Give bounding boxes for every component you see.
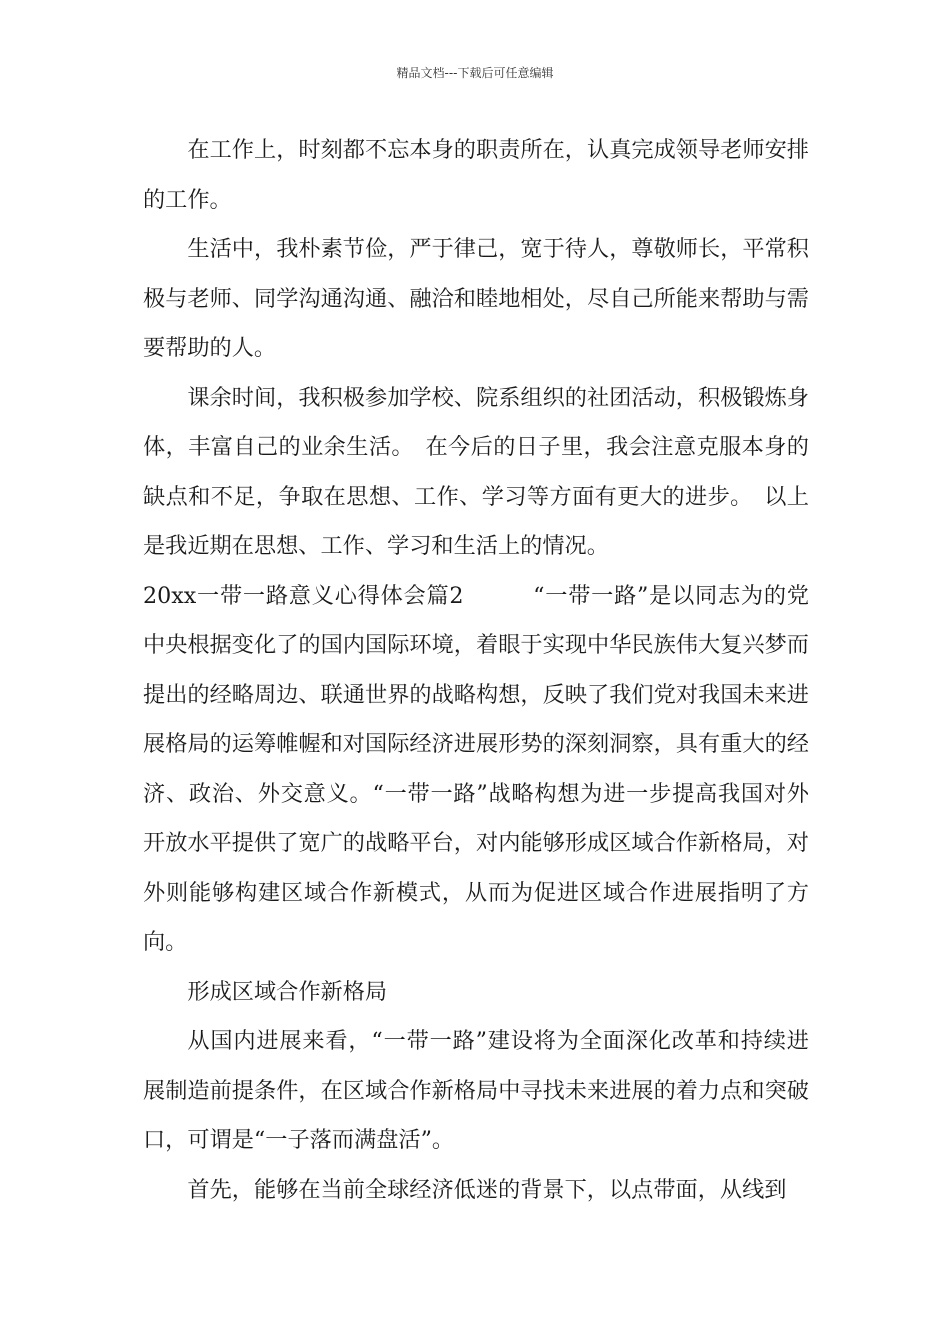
paragraph-work: 在工作上，时刻都不忘本身的职责所在，认真完成领导老师安排的工作。 bbox=[143, 137, 809, 213]
paragraph-life: 生活中，我朴素节俭，严于律己，宽于待人，尊敬师长，平常积极与老师、同学沟通沟通、融洽和睦地相处，尽自己所能来帮助与需要帮助的人。 bbox=[143, 236, 809, 361]
section-heading: 形成区域合作新格局 bbox=[187, 978, 388, 1005]
paragraph-belt-road-intro: 20xx一带一路意义心得体会篇2 “一带一路”是以同志为的党中央根据变化了的国内国际环境，着眼于实现中华民族伟大复兴梦而提出的经略周边、联通世界的战略构想，反映了我们党对我国未来进展格局的运筹帷幄和对国际经济进展形势的深刻洞察，具有重大的经济、政治、外交意义。“一带一路”战略构想为进一步提高我国对外开放水平提供了宽广的战略平台，对内能够形成区域合作新格局，对外则能够构建区域合作新模式，从而为促进区域合作进展指明了方向。 bbox=[143, 582, 809, 955]
paragraph-spare-time: 课余时间，我积极参加学校、院系组织的社团活动，积极锻炼身体，丰富自己的业余生活。 在今后的日子里，我会注意克服本身的缺点和不足，争取在思想、工作、学习等方面有更大的进步。 以上是我近期在思想、工作、学习和生活上的情况。 bbox=[143, 384, 809, 559]
paragraph-domestic: 从国内进展来看，“一带一路”建设将为全面深化改革和持续进展制造前提条件，在区域合作新格局中寻找未来进展的着力点和突破口，可谓是“一子落而满盘活”。 bbox=[143, 1028, 809, 1153]
document-body bbox=[143, 126, 809, 1215]
paragraph-first: 首先，能够在当前全球经济低迷的背景下，以点带面，从线到 bbox=[187, 1176, 787, 1203]
page-header: 精品文档---下载后可任意编辑 bbox=[396, 66, 554, 80]
